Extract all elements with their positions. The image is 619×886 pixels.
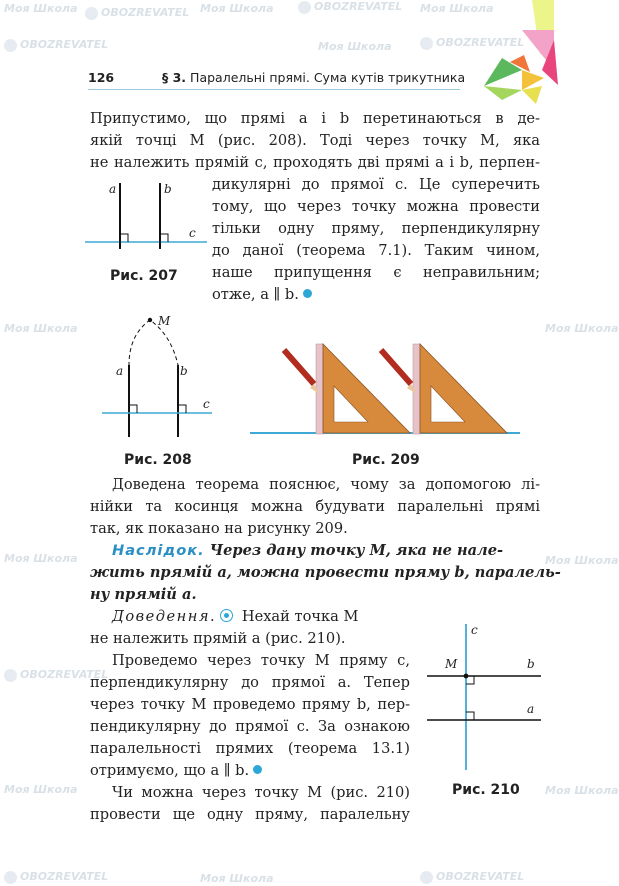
proof-line: через точку M проведемо пряму b, пер-: [90, 696, 410, 713]
watermark: Моя Школа: [200, 872, 274, 885]
watermark: OBOZREVATEL: [4, 38, 108, 52]
watermark: Моя Школа: [318, 40, 392, 53]
page-header: [88, 66, 528, 88]
paragraph-line: нійки та косинця можна будувати паралельні прямі: [90, 498, 540, 515]
fig208-label-b: b: [180, 364, 188, 378]
watermark: OBOZREVATEL: [4, 870, 108, 884]
paragraph-line: тому, що через точку можна провести: [212, 198, 540, 215]
corollary-line: ну прямій a.: [90, 586, 197, 603]
corollary-line: Наслідок. Через дану точку M, яка не нале-: [112, 542, 504, 559]
watermark: Моя Школа: [545, 322, 619, 335]
paragraph-line: наше припущення є неправильним;: [212, 264, 540, 281]
watermark: Моя Школа: [200, 2, 274, 15]
paragraph-line: не належить прямій c, проходять дві прямі a і b, перпен-: [90, 154, 540, 171]
proof-line: перпендикулярну до прямої a. Тепер: [90, 674, 410, 691]
set-square-right: [420, 344, 507, 433]
proof-line: паралельності прямих (теорема 13.1): [90, 740, 410, 757]
figure-207: [85, 175, 210, 255]
proof-line: отримуємо, що a ∥ b.: [90, 760, 262, 782]
proof-line: не належить прямій a (рис. 210).: [90, 630, 346, 647]
fig207-label-c: c: [189, 226, 196, 240]
proof-line: Чи можна через точку M (рис. 210): [112, 784, 410, 801]
paragraph-line: Припустимо, що прямі a і b перетинаються в де-: [90, 110, 540, 127]
watermark: Моя Школа: [4, 322, 78, 335]
fig207-label-b: b: [164, 182, 172, 196]
watermark: Моя Школа: [420, 2, 494, 15]
paragraph-line: так, як показано на рисунку 209.: [90, 520, 348, 537]
proof-line: Проведемо через точку M пряму c,: [112, 652, 410, 669]
watermark: OBOZREVATEL: [4, 668, 108, 682]
corner-tangram-decoration: [462, 0, 591, 110]
end-of-proof-dot: [303, 289, 312, 298]
watermark: Моя Школа: [4, 2, 78, 15]
proof-line: Доведення. Нехай точка M: [112, 608, 359, 625]
watermark: OBOZREVATEL: [420, 36, 524, 50]
fig210-label-b: b: [527, 657, 535, 671]
fig207-label-a: a: [109, 182, 117, 196]
end-of-proof-dot: [253, 765, 262, 774]
watermark: OBOZREVATEL: [420, 870, 524, 884]
paragraph-line: Доведена теорема пояснює, чому за допомогою лі-: [112, 476, 540, 493]
figure-209: [250, 330, 520, 440]
figure-caption: Рис. 207: [110, 268, 178, 284]
fig210-label-m: M: [445, 657, 458, 671]
fig208-label-m: M: [158, 314, 171, 328]
paragraph-line: дикулярні до прямої c. Це суперечить: [212, 176, 540, 193]
watermark: OBOZREVATEL: [298, 0, 402, 14]
paragraph-line: отже, a ∥ b.: [212, 284, 312, 306]
corollary-line: жить прямій a, можна провести пряму b, паралель-: [90, 564, 561, 581]
pencil-right: [381, 350, 417, 394]
fig210-label-c: c: [471, 623, 478, 637]
fig208-label-c: c: [203, 397, 210, 411]
page-number: 126: [88, 70, 115, 85]
watermark: Моя Школа: [545, 784, 619, 797]
figure-208: [100, 305, 220, 440]
watermark: Моя Школа: [4, 783, 78, 796]
paragraph-line: якій точці M (рис. 208). Тоді через точку M, яка: [90, 132, 540, 149]
pencil-left: [284, 350, 320, 394]
figure-210: [425, 622, 545, 772]
figure-caption: Рис. 210: [452, 782, 520, 798]
proof-label: Доведення.: [112, 608, 217, 625]
figure-caption: Рис. 209: [352, 452, 420, 468]
fig210-label-a: a: [527, 702, 535, 716]
section-title: § 3. Паралельні прямі. Сума кутів трикутника: [162, 70, 466, 85]
header-rule: [88, 89, 460, 90]
proof-start-icon: [220, 609, 233, 622]
set-square-left: [323, 344, 410, 433]
paragraph-line: до даної (теорема 7.1). Таким чином,: [212, 242, 540, 259]
corollary-label: Наслідок.: [112, 542, 205, 559]
watermark: OBOZREVATEL: [85, 6, 189, 20]
watermark: Моя Школа: [545, 554, 619, 567]
watermark: Моя Школа: [4, 552, 78, 565]
fig208-label-a: a: [116, 364, 124, 378]
figure-caption: Рис. 208: [124, 452, 192, 468]
proof-line: провести ще одну пряму, паралельну: [90, 806, 410, 823]
paragraph-line: тільки одну пряму, перпендикулярну: [212, 220, 540, 237]
proof-line: пендикулярну до прямої c. За ознакою: [90, 718, 410, 735]
